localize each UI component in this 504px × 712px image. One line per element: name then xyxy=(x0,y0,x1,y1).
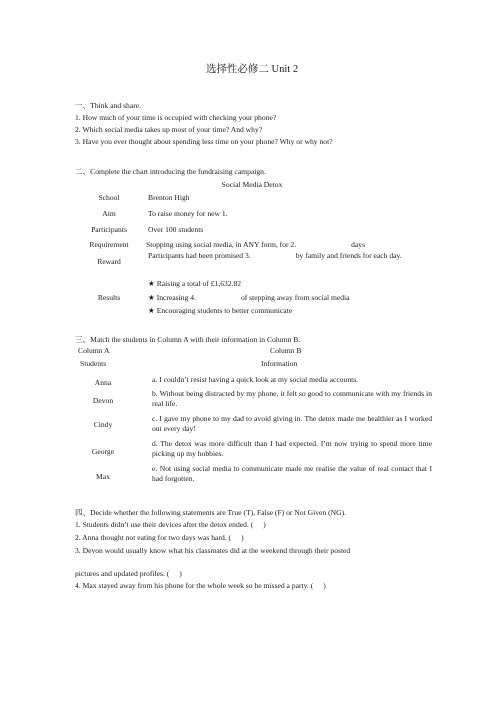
section-4-heading: 四、Decide whether the following statements are True (T), False (F) or Not Given (NG). xyxy=(75,508,346,517)
info-a: a. I couldn’t resist having a quick look at my social media accounts. xyxy=(152,375,359,384)
statement-4-close: ) xyxy=(323,581,326,590)
column-a-label: Column A xyxy=(78,346,110,355)
column-b-label: Column B xyxy=(270,346,302,355)
statement-1 xyxy=(75,520,266,530)
result-2-after: of stepping away from social media xyxy=(240,293,350,302)
info-d: d. The detox was more difficult than I had expected. I’m now trying to spend more time picking up my hobbies. xyxy=(152,439,432,458)
row-text-school: Brenton High xyxy=(148,193,190,202)
statement-2-close: ) xyxy=(241,533,244,542)
student-max: Max xyxy=(96,472,110,481)
row-label-aim: Aim xyxy=(102,209,116,218)
statement-3-cont xyxy=(75,569,182,579)
reward-text: Participants had been promised 3. xyxy=(148,251,251,260)
question-1: 1. How much of your time is occupied with checking your phone? xyxy=(75,113,277,122)
section-3-heading: 三、Match the students in Column A with their information in Column B. xyxy=(75,335,301,344)
requirement-text: Stopping using social media, in ANY form, for 2. xyxy=(146,240,297,249)
chart-title: Social Media Detox xyxy=(221,180,283,189)
statement-3-close: ) xyxy=(179,569,182,578)
statement-1-text: 1. Students didn’t use their devices after the detox ended. ( xyxy=(75,520,254,529)
statement-2 xyxy=(75,533,244,543)
student-anna: Anna xyxy=(94,378,112,387)
statement-1-close: ) xyxy=(263,520,266,529)
result-3: ★ Encouraging students to better communicate xyxy=(148,306,293,315)
information-header: Information xyxy=(261,359,298,368)
info-e: e. Not using social media to communicate made me realise the value of real contact that I had forgotten. xyxy=(152,464,432,483)
row-text-participants: Over 100 students xyxy=(148,225,204,234)
student-devon: Devon xyxy=(92,396,114,405)
statement-2-text: 2. Anna thought not eating for two days was hard. ( xyxy=(75,533,232,542)
row-label-reward: Reward xyxy=(97,257,121,266)
row-label-results: Results xyxy=(97,293,121,302)
question-2: 2. Which social media takes up most of your time? And why? xyxy=(75,125,263,134)
result-2 xyxy=(148,293,350,303)
statement-4-text: 4. Max stayed away from his phone for the whole week so he missed a party. ( xyxy=(75,581,314,590)
requirement-after: days xyxy=(351,240,366,249)
result-1: ★ Raising a total of £1,632.82 xyxy=(148,279,242,288)
info-b: b. Without being distracted by my phone, it felt so good to communicate with my friends in real life. xyxy=(152,389,432,408)
row-text-requirement xyxy=(146,240,365,250)
row-label-school: School xyxy=(98,193,120,202)
students-header: Students xyxy=(80,359,107,368)
page-title: 选择性必修二 Unit 2 xyxy=(205,64,299,75)
row-text-aim: To raise money for new 1. xyxy=(148,209,228,218)
row-label-participants: Participants xyxy=(91,225,127,234)
row-label-requirement: Requirement xyxy=(89,240,129,249)
question-3: 3. Have you ever thought about spending less time on your phone? Why or why not? xyxy=(75,137,333,146)
result-2-text: ★ Increasing 4. xyxy=(148,293,196,302)
student-cindy: Cindy xyxy=(93,420,113,429)
info-c: c. I gave my phone to my dad to avoid giving in. The detox made me healthier as I worked out every day! xyxy=(152,414,432,433)
student-george: George xyxy=(91,447,115,456)
reward-after: by family and friends for each day. xyxy=(295,251,402,260)
section-1-heading: 一、Think and share. xyxy=(75,101,142,110)
statement-3: 3. Devon would usually know what his classmates did at the weekend through their posted xyxy=(75,546,351,555)
section-2-heading: 二、Complete the chart introducing the fundraising campaign. xyxy=(75,167,266,176)
statement-4 xyxy=(75,581,326,591)
row-text-reward xyxy=(148,251,428,261)
statement-3b-text: pictures and updated profiles. ( xyxy=(75,569,170,578)
